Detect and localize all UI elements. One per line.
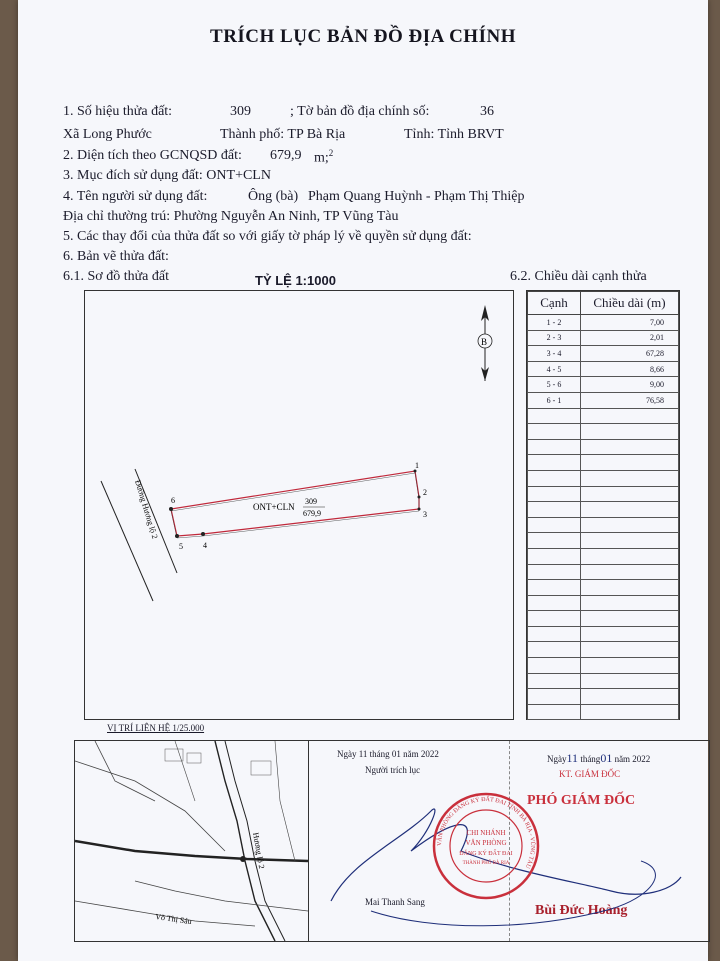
length-cell (581, 455, 679, 471)
table-row-empty (528, 673, 679, 689)
stamp-line-4: THÀNH PHỐ BÀ RỊA (462, 861, 510, 866)
block-outline (251, 761, 271, 775)
north-label: B (481, 337, 488, 347)
length-cell: 8,66 (581, 361, 679, 377)
edge-cell (528, 704, 581, 720)
vertex-label-6: 6 (171, 496, 175, 505)
table-row (528, 361, 679, 377)
parcel-number-label: 1. Số hiệu thửa đất: (63, 104, 173, 119)
province: Tỉnh: Tỉnh BRVT (404, 127, 504, 142)
table-row-empty (528, 626, 679, 642)
right-role: PHÓ GIÁM ĐỐC (527, 793, 636, 808)
area-label: 2. Diện tích theo GCNQSD đất: (63, 148, 242, 163)
edge-cell (528, 455, 581, 471)
edge-cell (528, 580, 581, 596)
edge-cell (528, 595, 581, 611)
length-cell (581, 595, 679, 611)
vertex-label-2: 2 (423, 488, 427, 497)
edge-cell (528, 564, 581, 580)
table-row-empty (528, 408, 679, 424)
block-outline (165, 749, 183, 761)
signature-section (74, 740, 710, 942)
road-line (75, 761, 225, 851)
table-row-empty (528, 502, 679, 518)
land-purpose: 3. Mục đích sử dụng đất: ONT+CLN (63, 168, 271, 183)
edge-cell (528, 439, 581, 455)
document-page (18, 0, 708, 961)
vertex-6 (169, 507, 173, 511)
length-cell (581, 704, 679, 720)
vertex-label-5: 5 (179, 542, 183, 551)
edge-cell (528, 611, 581, 627)
stamp-line-2: VĂN PHÒNG (465, 839, 507, 847)
city: Thành phố: TP Bà Rịa (220, 127, 346, 142)
right-signer-name: Bùi Đức Hoàng (535, 903, 628, 918)
length-cell: 67,28 (581, 346, 679, 362)
table-row (528, 377, 679, 393)
parcel-number-label: 309 (305, 497, 317, 506)
length-cell: 7,00 (581, 315, 679, 331)
left-signer-name: Mai Thanh Sang (365, 897, 425, 907)
edge-cell (528, 642, 581, 658)
edges-table (527, 291, 679, 720)
table-row (528, 315, 679, 331)
owner-names: Phạm Quang Huỳnh - Phạm Thị Thiệp (308, 189, 525, 204)
length-cell (581, 564, 679, 580)
parcel-land-use: ONT+CLN (253, 502, 295, 512)
commune: Xã Long Phước (63, 127, 152, 142)
table-row (528, 330, 679, 346)
table-row-empty (528, 642, 679, 658)
edge-cell (528, 502, 581, 518)
vertex-label-1: 1 (415, 461, 419, 470)
length-cell (581, 673, 679, 689)
table-row-empty (528, 424, 679, 440)
road-label-vo-thi-sau: Võ Thị Sáu (154, 912, 193, 927)
road-line (135, 881, 308, 911)
length-cell (581, 658, 679, 674)
left-date: Ngày 11 tháng 01 năm 2022 (337, 749, 439, 759)
scale-label: TỶ LỆ 1:1000 (255, 273, 336, 288)
parcel-outline-shadow (171, 473, 419, 538)
length-cell (581, 470, 679, 486)
table-row-empty (528, 564, 679, 580)
length-cell (581, 548, 679, 564)
length-cell (581, 626, 679, 642)
edge-cell: 4 - 5 (528, 361, 581, 377)
official-stamp (431, 791, 541, 901)
length-cell (581, 580, 679, 596)
edge-cell: 6 - 1 (528, 392, 581, 408)
header-edge: Cạnh (528, 292, 581, 315)
length-cell (581, 642, 679, 658)
vertex-5 (175, 534, 179, 538)
vertex-4 (201, 532, 205, 536)
length-cell (581, 502, 679, 518)
length-cell (581, 611, 679, 627)
edge-cell (528, 424, 581, 440)
edge-cell (528, 673, 581, 689)
length-cell (581, 424, 679, 440)
table-row-empty (528, 704, 679, 720)
table-row (528, 392, 679, 408)
parcel-sketch-svg (85, 291, 513, 719)
edge-cell (528, 548, 581, 564)
table-row-empty (528, 517, 679, 533)
length-cell (581, 408, 679, 424)
edge-cell (528, 689, 581, 705)
edge-cell: 1 - 2 (528, 315, 581, 331)
edge-lengths-table (526, 290, 680, 720)
edge-cell (528, 533, 581, 549)
edge-cell: 3 - 4 (528, 346, 581, 362)
length-cell (581, 486, 679, 502)
length-cell (581, 689, 679, 705)
table-row-empty (528, 689, 679, 705)
road-label: Đường Hương lộ 2 (133, 478, 160, 540)
edge-cell: 5 - 6 (528, 377, 581, 393)
stamp-line-1: CHI NHÁNH (466, 829, 506, 837)
vertex-2 (418, 496, 421, 499)
length-cell (581, 439, 679, 455)
changes-line: 5. Các thay đổi của thửa đất so với giấy tờ pháp lý về quyền sử dụng đất: (63, 229, 472, 244)
stamp-line-3: ĐĂNG KÝ ĐẤT ĐAI (459, 851, 513, 857)
edges-table-body (528, 315, 679, 720)
road-line (175, 741, 195, 801)
table-row-empty (528, 611, 679, 627)
table-row (528, 346, 679, 362)
edge-cell (528, 486, 581, 502)
parcel-area-label: 679,9 (303, 509, 321, 518)
map-sheet-label: ; Tờ bản đồ địa chính số: (290, 104, 430, 119)
parcel-number: 309 (230, 104, 251, 119)
table-row-empty (528, 455, 679, 471)
sketch-heading: 6.1. Sơ đồ thửa đất (63, 269, 169, 284)
document-title: TRÍCH LỤC BẢN ĐỒ ĐỊA CHÍNH (210, 26, 516, 47)
stamp-ring-text: VĂN PHÒNG ĐĂNG KÝ ĐẤT ĐAI TỈNH BÀ RỊA - VŨNG TÀU (436, 796, 536, 870)
area-unit: m;$^2$ (314, 148, 334, 166)
vertex-label-3: 3 (423, 510, 427, 519)
edge-cell (528, 408, 581, 424)
edge-cell (528, 626, 581, 642)
edge-cell: 2 - 3 (528, 330, 581, 346)
table-row-empty (528, 486, 679, 502)
block-outline (187, 753, 201, 763)
table-row-empty (528, 580, 679, 596)
length-cell (581, 533, 679, 549)
owner-address: Địa chỉ thường trú: Phường Nguyễn An Ninh, TP Vũng Tàu (63, 209, 399, 224)
area-value: 679,9 (270, 148, 302, 163)
location-map-svg (75, 741, 308, 941)
main-road-line (215, 741, 275, 941)
parcel-outline (171, 471, 419, 536)
table-header-row (528, 292, 679, 315)
right-role-prefix: KT. GIÁM ĐỐC (559, 769, 621, 779)
location-map-title: VỊ TRÍ LIÊN HỆ 1/25.000 (107, 723, 205, 733)
edge-cell (528, 517, 581, 533)
length-cell: 76,58 (581, 392, 679, 408)
edges-heading: 6.2. Chiều dài cạnh thửa (510, 269, 647, 284)
map-sheet-number: 36 (480, 104, 494, 119)
road-line (275, 741, 295, 861)
road-label-huong-lo: Hương lộ 2 (251, 831, 267, 870)
vertex-3 (418, 508, 421, 511)
table-row-empty (528, 470, 679, 486)
table-row-empty (528, 595, 679, 611)
parcel-sketch (84, 290, 514, 720)
edge-cell (528, 470, 581, 486)
header-length: Chiều dài (m) (581, 292, 679, 315)
location-map (75, 741, 309, 941)
table-row-empty (528, 658, 679, 674)
table-row-empty (528, 439, 679, 455)
table-row-empty (528, 548, 679, 564)
owner-title: Ông (bà) (248, 189, 299, 204)
right-date: Ngày11 tháng01 năm 2022 (547, 751, 651, 765)
owner-label: 4. Tên người sử dụng đất: (63, 189, 208, 204)
length-cell (581, 517, 679, 533)
table-row-empty (528, 533, 679, 549)
highway-line (75, 841, 308, 861)
left-role: Người trích lục (365, 765, 421, 775)
vertex-label-4: 4 (203, 541, 207, 550)
drawing-heading: 6. Bản vẽ thửa đất: (63, 249, 169, 264)
parcel-location-marker (240, 856, 246, 862)
length-cell: 2,01 (581, 330, 679, 346)
length-cell: 9,00 (581, 377, 679, 393)
edge-cell (528, 658, 581, 674)
